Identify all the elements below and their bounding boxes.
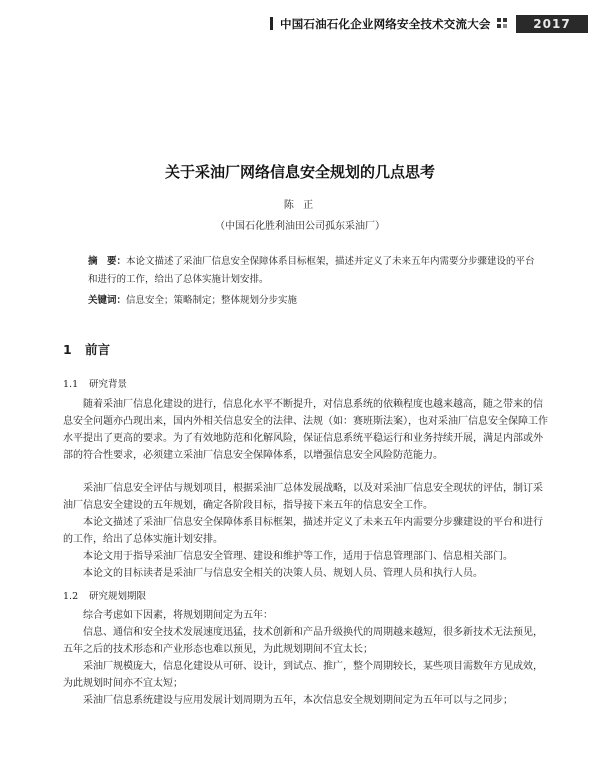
paragraph: 采油厂规模庞大，信息化建设从可研、设计，到试点、推广，整个周期较长，某些项目需数年方见成效，为此规划时间亦不宜太短； xyxy=(63,661,543,689)
conference-header xyxy=(270,14,588,34)
abstract-label: 摘 要： xyxy=(88,256,127,267)
keywords-label: 关键词： xyxy=(88,295,127,306)
paper-title: 关于采油厂网络信息安全规划的几点思考 xyxy=(164,163,435,181)
abstract xyxy=(88,253,540,289)
conference-name: 中国石油石化企业网络安全技术交流大会 xyxy=(280,17,491,31)
abstract-text: 本论文描述了采油厂信息安全保障体系目标框架，描述并定义了未来五年内需要分步骤建设的平台和进行的工作，给出了总体实施计划安排。 xyxy=(88,256,535,285)
paragraph: 本论文的目标读者是采油厂与信息安全相关的决策人员、规划人员、管理人员和执行人员。 xyxy=(83,568,483,579)
paragraph: 采油厂信息系统建设与应用发展计划周期为五年，本次信息安全规划期间定为五年可以与之同步； xyxy=(83,695,513,706)
paper-author: 陈 正 xyxy=(283,200,317,211)
subsection-heading xyxy=(63,376,127,390)
conference-year: 2017 xyxy=(516,15,588,33)
section-number: 1 xyxy=(63,342,72,357)
subsection-title: 研究规划期限 xyxy=(89,591,147,602)
keywords xyxy=(88,292,540,310)
paragraph: 采油厂信息安全评估与规划项目，根据采油厂总体发展战略，以及对采油厂信息安全现状的评估，制订采油厂信息安全建设的五年规划，确定各阶段目标，指导接下来五年的信息安全工作。 xyxy=(63,483,543,511)
header-bar-mark xyxy=(270,17,273,30)
subsection-number: 1.1 xyxy=(63,379,79,390)
keywords-text: 信息安全；策略制定；整体规划分步实施 xyxy=(126,295,298,306)
paper-affiliation: （中国石化胜利油田公司孤东采油厂） xyxy=(215,221,385,232)
subsection-heading xyxy=(63,588,146,602)
paragraph: 本论文描述了采油厂信息安全保障体系目标框架，描述并定义了未来五年内需要分步骤建设的平台和进行的工作，给出了总体实施计划安排。 xyxy=(63,517,543,545)
paragraph: 本论文用于指导采油厂信息安全管理、建设和维护等工作，适用于信息管理部门、信息相关部门。 xyxy=(83,551,513,562)
subsection-number: 1.2 xyxy=(63,591,79,602)
section-heading xyxy=(63,340,110,358)
subsection-title: 研究背景 xyxy=(89,379,128,390)
section-title: 前言 xyxy=(85,342,111,357)
paragraph: 综合考虑如下因素，将规划期间定为五年： xyxy=(83,610,273,621)
paragraph: 信息、通信和安全技术发展速度迅猛，技术创新和产品升级换代的周期越来越短，很多新技术无法预见，五年之后的技术形态和产业形态也难以预见，为此规划期间不宜太长； xyxy=(63,627,543,655)
paragraph: 随着采油厂信息化建设的进行，信息化水平不断提升，对信息系统的依赖程度也越来越高，随之带来的信息安全问题亦凸现出来，国内外相关信息安全的法律、法规（如：赛班斯法案），也对采油厂信息安全保障工作水平提出了更高的要求。为了有效地防范和化解风险，保证信息系统平稳运行和业务持续开展，满足内部或外部的符合性要求，必须建立采油厂信息安全保障体系，以增强信息安全风险防范能力。 xyxy=(63,399,548,461)
header-dots-decoration xyxy=(497,18,511,30)
